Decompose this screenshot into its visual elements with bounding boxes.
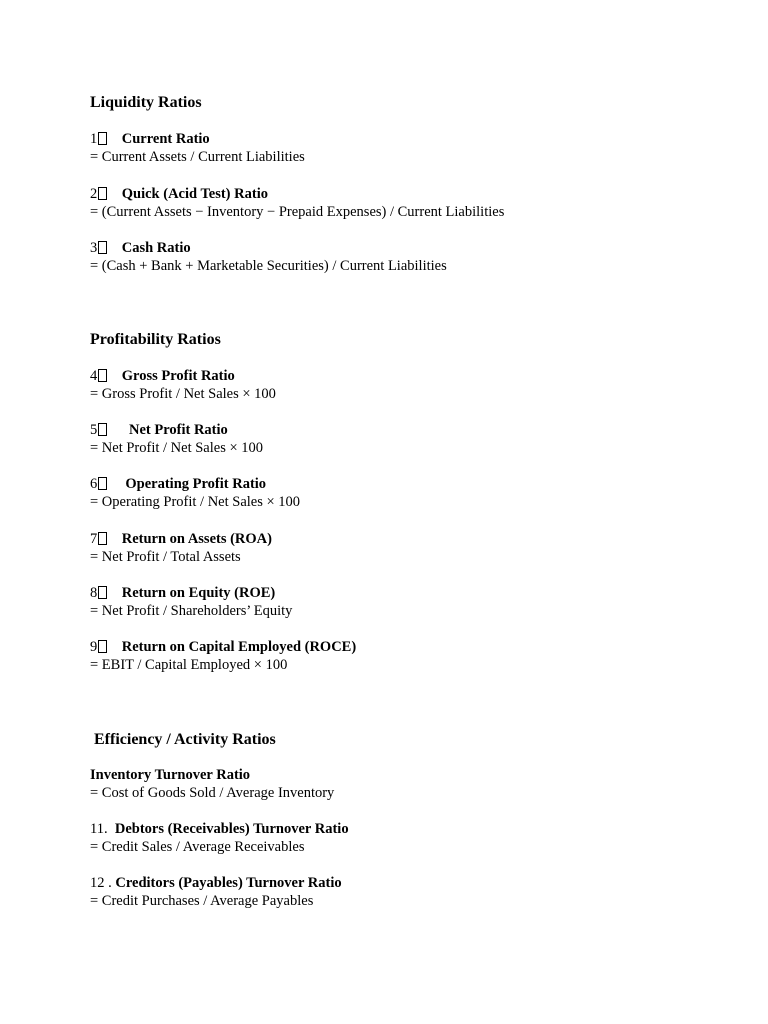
missing-glyph-icon <box>98 369 107 382</box>
ratio-formula: = Gross Profit / Net Sales × 100 <box>90 386 276 403</box>
ratio-title-line <box>90 130 710 148</box>
ratio-number: 3 <box>90 240 98 256</box>
ratio-number: 11. <box>90 821 108 837</box>
section-heading-profitability: Profitability Ratios <box>90 331 221 348</box>
missing-glyph-icon <box>98 241 107 254</box>
ratio-title: Cash Ratio <box>121 240 191 256</box>
ratio-number: 2 <box>90 186 98 202</box>
missing-glyph-icon <box>98 423 107 436</box>
ratio-formula: = Credit Purchases / Average Payables <box>90 893 314 910</box>
ratio-item <box>90 638 710 674</box>
ratio-title-line <box>90 530 710 548</box>
ratio-number: 9 <box>90 639 98 655</box>
ratio-item <box>90 766 710 802</box>
ratio-formula: = Cost of Goods Sold / Average Inventory <box>90 785 335 802</box>
ratio-title: Net Profit Ratio <box>129 422 228 438</box>
ratio-title: Debtors (Receivables) Turnover Ratio <box>114 821 349 837</box>
ratio-item <box>90 130 710 166</box>
ratio-formula: = Net Profit / Shareholders’ Equity <box>90 603 293 620</box>
ratio-formula: = Net Profit / Total Assets <box>90 549 241 566</box>
section-heading-efficiency: Efficiency / Activity Ratios <box>90 731 276 748</box>
ratio-formula: = (Current Assets − Inventory − Prepaid Expenses) / Current Liabilities <box>90 204 505 221</box>
ratio-formula: = Credit Sales / Average Receivables <box>90 839 305 856</box>
ratio-title-line <box>90 874 710 892</box>
ratio-number: 7 <box>90 531 98 547</box>
ratio-title-line <box>90 584 710 602</box>
missing-glyph-icon <box>98 132 107 145</box>
ratio-number: 6 <box>90 476 98 492</box>
ratio-title: Quick (Acid Test) Ratio <box>121 186 268 202</box>
missing-glyph-icon <box>98 640 107 653</box>
ratio-title-line <box>90 475 710 493</box>
ratio-item <box>90 421 710 457</box>
ratio-number: 5 <box>90 422 98 438</box>
ratio-item <box>90 475 710 511</box>
ratio-title: Creditors (Payables) Turnover Ratio <box>115 875 342 891</box>
ratio-formula: = (Cash + Bank + Marketable Securities) / Current Liabilities <box>90 258 447 275</box>
ratio-number: 4 <box>90 368 98 384</box>
ratio-number: 8 <box>90 585 98 601</box>
ratio-title: Gross Profit Ratio <box>121 368 235 384</box>
ratio-item <box>90 530 710 566</box>
missing-glyph-icon <box>98 532 107 545</box>
ratio-item <box>90 584 710 620</box>
ratio-title-line <box>90 766 710 784</box>
ratio-item <box>90 367 710 403</box>
ratio-title-line <box>90 638 710 656</box>
ratio-title-line <box>90 239 710 257</box>
ratio-item <box>90 874 710 910</box>
section-heading-liquidity: Liquidity Ratios <box>90 94 202 111</box>
ratio-title-line <box>90 421 710 439</box>
ratio-formula: = Current Assets / Current Liabilities <box>90 149 305 166</box>
missing-glyph-icon <box>98 477 107 490</box>
ratio-item <box>90 239 710 275</box>
ratio-title-line <box>90 185 710 203</box>
ratio-formula: = Net Profit / Net Sales × 100 <box>90 440 264 457</box>
ratio-title-line <box>90 367 710 385</box>
missing-glyph-icon <box>98 586 107 599</box>
ratio-title: Return on Capital Employed (ROCE) <box>121 639 357 655</box>
missing-glyph-icon <box>98 187 107 200</box>
ratio-title: Current Ratio <box>121 131 210 147</box>
ratio-title: Operating Profit Ratio <box>125 476 267 492</box>
ratio-item <box>90 820 710 856</box>
ratio-title: Inventory Turnover Ratio <box>90 767 251 783</box>
ratio-number: 12 . <box>90 875 112 891</box>
ratio-formula: = EBIT / Capital Employed × 100 <box>90 657 288 674</box>
ratio-formula: = Operating Profit / Net Sales × 100 <box>90 494 301 511</box>
ratio-title-line <box>90 820 710 838</box>
ratio-item <box>90 185 710 221</box>
ratio-number: 1 <box>90 131 98 147</box>
ratio-title: Return on Assets (ROA) <box>121 531 272 547</box>
ratio-title: Return on Equity (ROE) <box>121 585 276 601</box>
